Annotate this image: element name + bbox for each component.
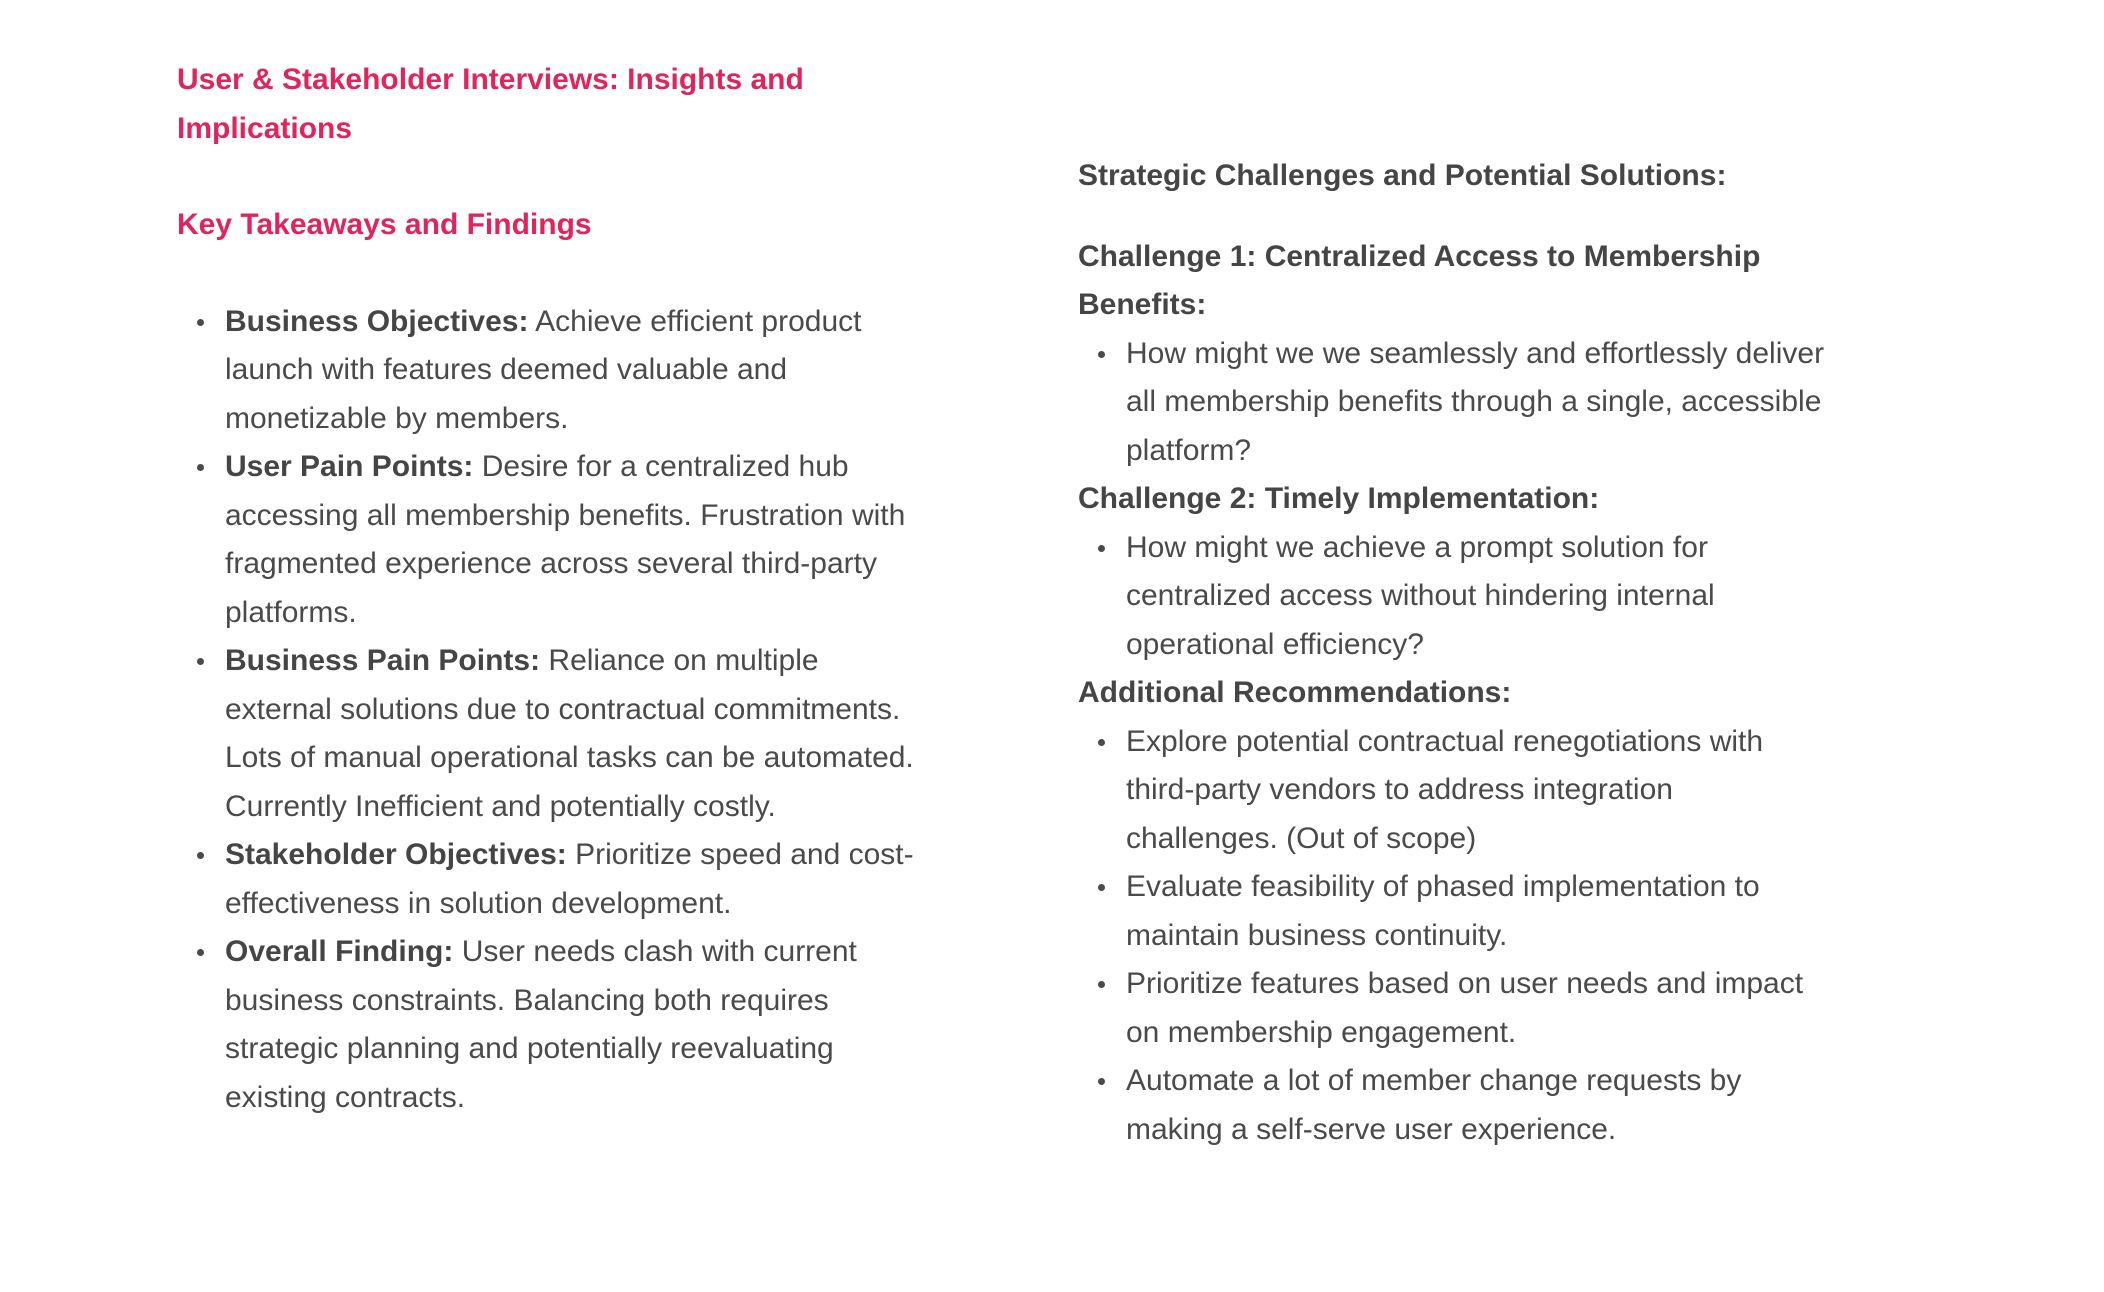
finding-item-business-pain-points bbox=[225, 637, 925, 831]
challenge-1-list bbox=[1078, 330, 1838, 476]
challenges-column bbox=[1078, 152, 1838, 1154]
finding-label: Stakeholder Objectives: bbox=[225, 838, 567, 871]
finding-label: Business Pain Points: bbox=[225, 644, 541, 677]
finding-item-business-objectives bbox=[225, 298, 925, 444]
finding-item-stakeholder-objectives bbox=[225, 831, 925, 928]
list-item: Prioritize features based on user needs and impact on membership engagement. bbox=[1126, 960, 1826, 1057]
findings-list bbox=[177, 298, 917, 1123]
finding-label: Business Objectives: bbox=[225, 304, 529, 338]
list-item: How might we achieve a prompt solution for centralized access without hindering internal operational efficiency? bbox=[1126, 524, 1826, 670]
challenges-title: Strategic Challenges and Potential Solutions: bbox=[1078, 159, 1727, 192]
page-title: User & Stakeholder Interviews: Insights and Implications bbox=[177, 63, 804, 145]
challenge-2-heading: Challenge 2: Timely Implementation: bbox=[1078, 482, 1600, 515]
finding-text: Reliance on multiple external solutions due to contractual commitments. Lots of manual operational tasks can be automated. Currently Inefficient and potentially costly. bbox=[225, 644, 914, 823]
recommendations-list bbox=[1078, 718, 1838, 1155]
list-item: Automate a lot of member change requests by making a self-serve user experience. bbox=[1126, 1057, 1826, 1154]
finding-item-overall-finding bbox=[225, 928, 925, 1122]
section-subtitle: Key Takeaways and Findings bbox=[177, 208, 592, 241]
challenge-1-heading: Challenge 1: Centralized Access to Membership Benefits: bbox=[1078, 239, 1761, 321]
recommendations-heading: Additional Recommendations: bbox=[1078, 676, 1512, 709]
challenge-2-list bbox=[1078, 524, 1838, 670]
list-item: Evaluate feasibility of phased implementation to maintain business continuity. bbox=[1126, 863, 1826, 960]
finding-text: Prioritize speed and cost-effectiveness in solution development. bbox=[225, 838, 914, 920]
finding-label: Overall Finding: bbox=[225, 935, 454, 968]
finding-label: User Pain Points: bbox=[225, 450, 474, 483]
finding-text: Achieve efficient product launch with features deemed valuable and monetizable by members. bbox=[225, 304, 862, 435]
list-item: How might we we seamlessly and effortlessly deliver all membership benefits through a single, accessible platform? bbox=[1126, 330, 1826, 476]
finding-text: Desire for a centralized hub accessing all membership benefits. Frustration with fragmented experience across several third-party platforms. bbox=[225, 450, 906, 629]
finding-item-user-pain-points bbox=[225, 443, 925, 637]
list-item: Explore potential contractual renegotiations with third-party vendors to address integration challenges. (Out of scope) bbox=[1126, 718, 1826, 864]
finding-text: User needs clash with current business constraints. Balancing both requires strategic planning and potentially reevaluating existing contracts. bbox=[225, 935, 857, 1114]
insights-column bbox=[177, 56, 917, 1122]
